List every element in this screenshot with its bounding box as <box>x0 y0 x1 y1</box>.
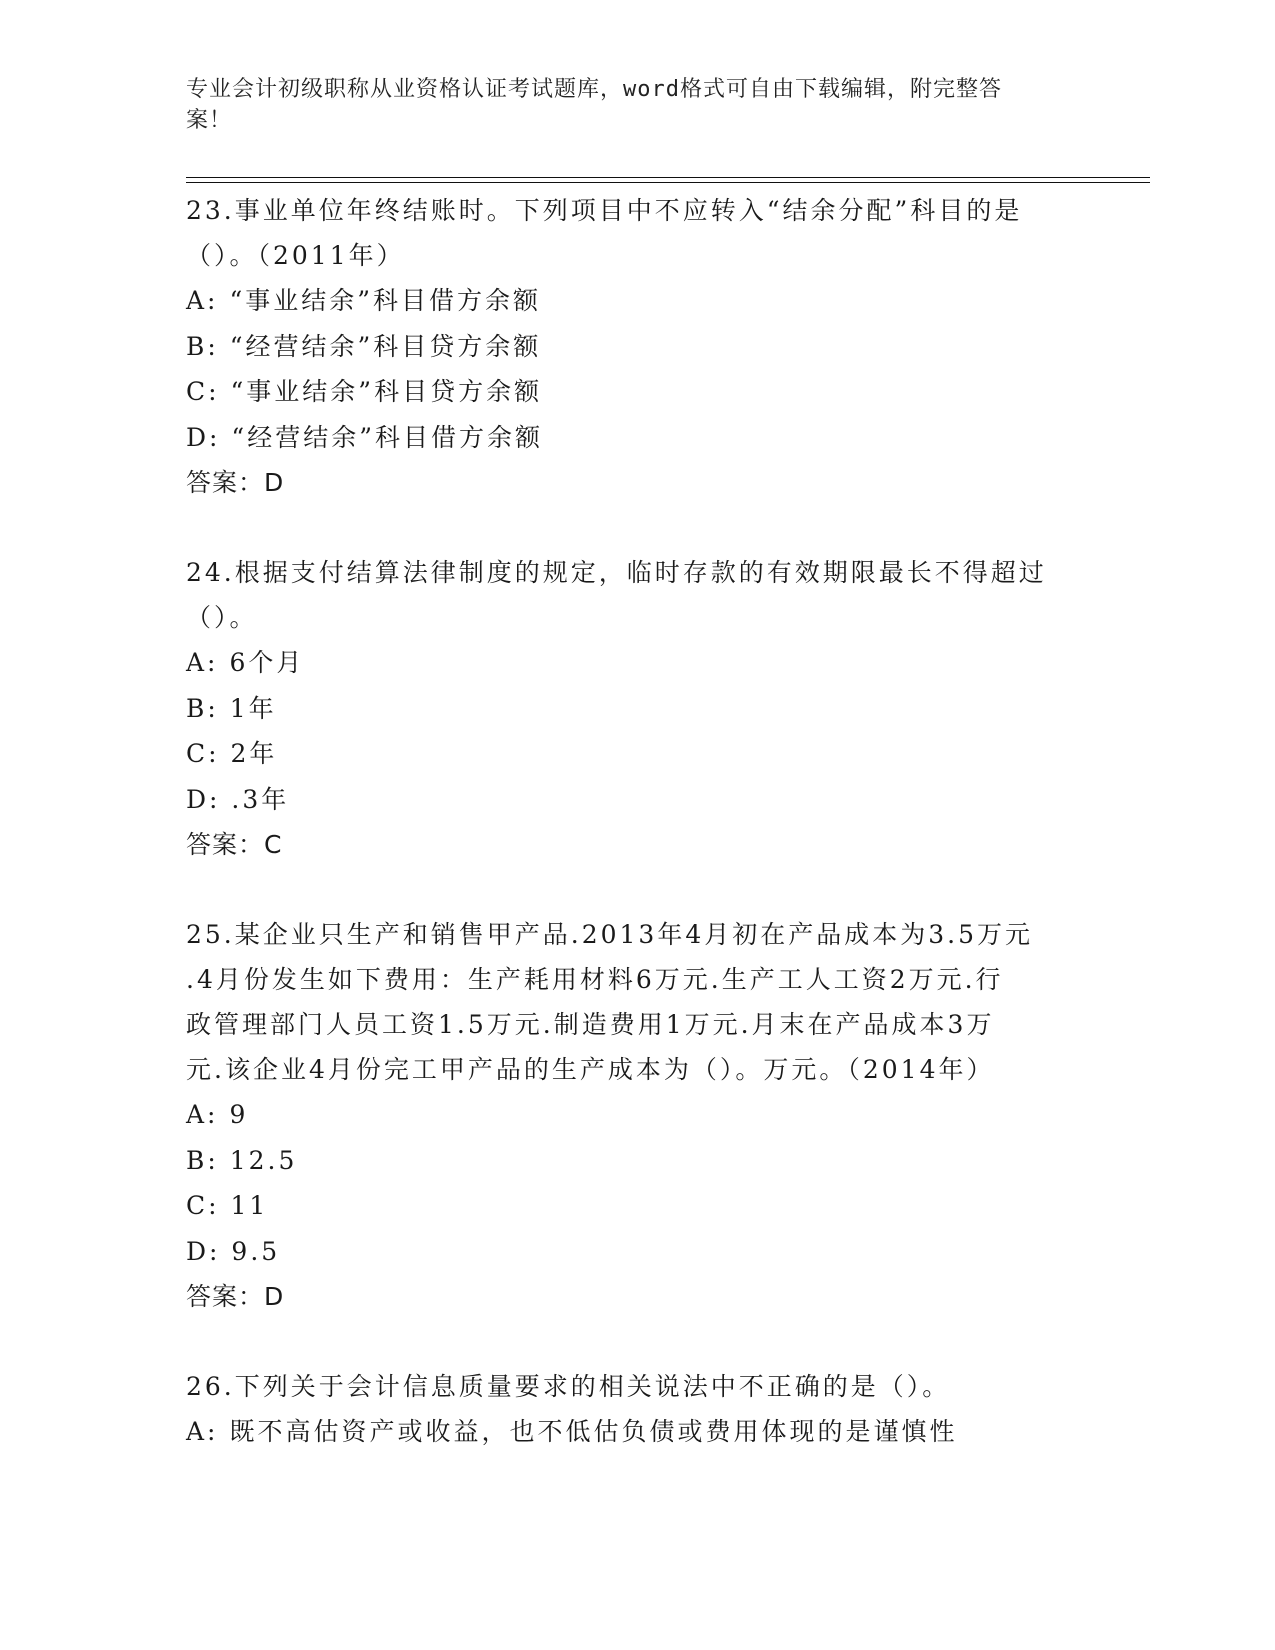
option-d <box>186 777 1076 823</box>
question-list <box>186 188 1076 1500</box>
option-text: 2年 <box>230 739 278 768</box>
option-b <box>186 324 1076 370</box>
option-c <box>186 731 1076 777</box>
option-text: “事业结余”科目借方余额 <box>229 286 541 315</box>
header-note <box>186 74 1066 136</box>
answer-line: 答案：C <box>186 830 283 859</box>
header-note-line-1: 专业会计初级职称从业资格认证考试题库，word格式可自由下载编辑，附完整答 <box>186 77 1002 102</box>
option-key: D: <box>186 1236 221 1266</box>
option-key: A: <box>186 648 219 677</box>
header-note-line-2: 案！ <box>186 108 233 133</box>
option-key: A: <box>186 1417 219 1446</box>
option-text: 9.5 <box>231 1236 281 1266</box>
header-rule-top <box>186 177 1150 178</box>
option-text: “经营结余”科目借方余额 <box>231 422 543 452</box>
question-stem <box>186 1364 1076 1409</box>
option-key: C: <box>186 739 220 768</box>
option-key: D: <box>186 422 221 452</box>
option-a <box>186 1409 1076 1455</box>
option-text: 12.5 <box>229 1145 298 1175</box>
stem-line: 24.根据支付结算法律制度的规定，临时存款的有效期限最长不得超过 <box>186 558 1047 587</box>
question-25 <box>186 912 1076 1319</box>
option-key: B: <box>186 693 219 723</box>
option-c <box>186 1183 1076 1229</box>
answer-line: 答案：D <box>186 1282 285 1311</box>
stem-line: 23.事业单位年终结账时。下列项目中不应转入“结余分配”科目的是 <box>186 196 1023 225</box>
stem-line: （）。（2011年） <box>186 241 405 270</box>
question-stem <box>186 912 1076 1092</box>
option-b <box>186 686 1076 732</box>
option-key: C: <box>186 377 220 406</box>
option-a <box>186 1092 1076 1138</box>
option-a <box>186 640 1076 686</box>
option-c <box>186 369 1076 415</box>
option-a <box>186 278 1076 324</box>
answer-line: 答案：D <box>186 468 285 497</box>
option-key: A: <box>186 1100 219 1129</box>
question-26 <box>186 1364 1076 1455</box>
option-text: 6个月 <box>229 648 305 677</box>
stem-line: （）。 <box>186 603 258 632</box>
stem-line: .4月份发生如下费用：生产耗用材料6万元.生产工人工资2万元.行 <box>186 965 1004 994</box>
option-key: B: <box>186 1145 219 1175</box>
option-d <box>186 1229 1076 1275</box>
option-text: “事业结余”科目贷方余额 <box>230 377 543 406</box>
stem-line: 26.下列关于会计信息质量要求的相关说法中不正确的是（）。 <box>186 1372 951 1401</box>
option-text: 既不高估资产或收益，也不低估负债或费用体现的是谨慎性 <box>229 1417 958 1446</box>
question-24 <box>186 550 1076 867</box>
header-rule-bottom <box>186 182 1150 183</box>
question-23 <box>186 188 1076 505</box>
stem-line: 25.某企业只生产和销售甲产品.2013年4月初在产品成本为3.5万元 <box>186 920 1033 949</box>
question-stem <box>186 550 1076 640</box>
option-text: “经营结余”科目贷方余额 <box>229 331 542 361</box>
stem-line: 元.该企业4月份完工甲产品的生产成本为（）。万元。（2014年） <box>186 1055 995 1084</box>
option-text: 1年 <box>229 693 277 723</box>
option-text: .3年 <box>231 784 290 814</box>
option-key: B: <box>186 331 219 361</box>
option-d <box>186 415 1076 461</box>
option-b <box>186 1138 1076 1184</box>
option-text: 9 <box>229 1100 249 1129</box>
question-stem <box>186 188 1076 278</box>
option-key: C: <box>186 1191 220 1220</box>
option-key: A: <box>186 286 219 315</box>
option-key: D: <box>186 784 221 814</box>
option-text: 11 <box>230 1191 269 1220</box>
stem-line: 政管理部门人员工资1.5万元.制造费用1万元.月末在产品成本3万 <box>186 1010 995 1039</box>
